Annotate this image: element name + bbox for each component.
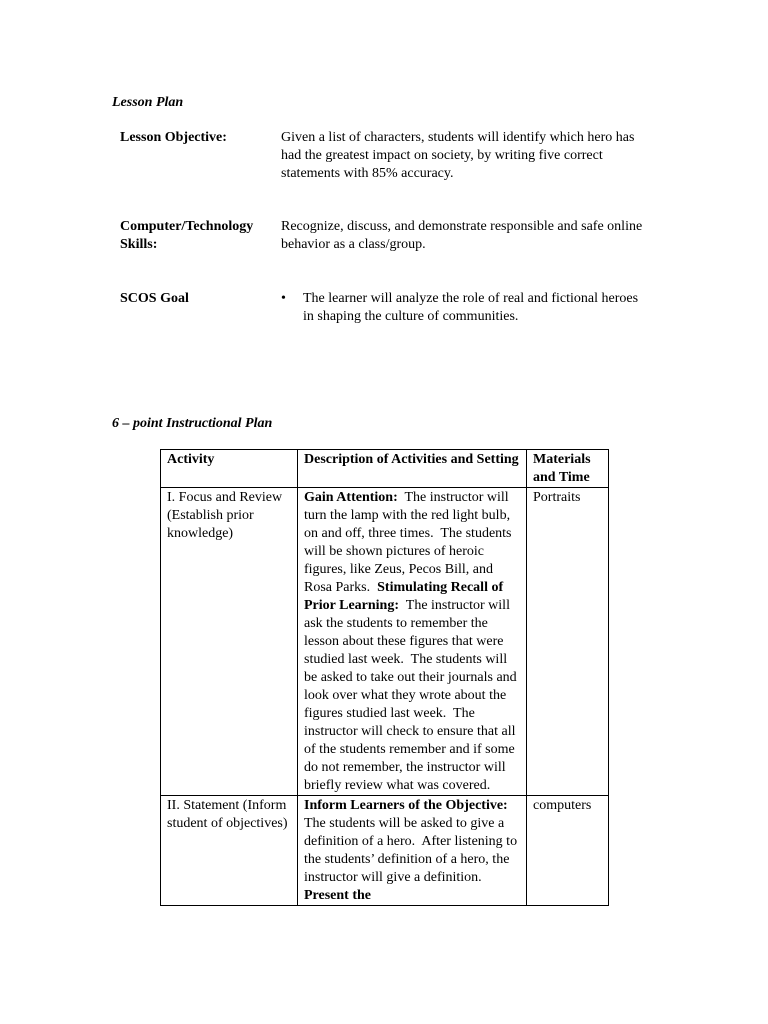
objective-text: Given a list of characters, students will identify which hero has had the greatest impact on society, by writing five correct statements with 85% accuracy. (281, 130, 635, 181)
description-heading: Gain Attention: (304, 490, 398, 505)
header-description: Description of Activities and Setting (298, 450, 527, 488)
activity-cell: I. Focus and Review (Establish prior knowledge) (161, 488, 298, 796)
activity-cell: II. Statement (Inform student of objectives) (161, 796, 298, 906)
skills-text: Recognize, discuss, and demonstrate responsible and safe online behavior as a class/group. (281, 219, 643, 252)
table-row (161, 796, 609, 906)
materials-cell: computers (527, 796, 609, 906)
description-heading: Inform Learners of the Objective: (304, 798, 508, 813)
scos-goal-item: • The learner will analyze the role of real and fictional heroes in shaping the culture of communities. (281, 290, 651, 326)
table-row (161, 488, 609, 796)
description-cell (298, 488, 527, 796)
description-heading: Present the (304, 888, 371, 903)
table-header-row (161, 450, 609, 488)
description-text: The instructor will ask the students to remember the lesson about these figures that were studied last week. The students will be asked to take out their journals and look over what they wrote about the figures studied last week. The instructor will check to ensure that all of the students remember and if some do not remember, the instructor will briefly review what was covered. (304, 598, 521, 793)
instructional-plan-table (160, 449, 609, 906)
header-activity: Activity (161, 450, 298, 488)
skills-label: Computer/Technology Skills: (120, 219, 254, 252)
description-text: The students will be asked to give a definition of a hero. After listening to the students’ definition of a hero, the instructor will give a definition. (304, 798, 521, 885)
lesson-plan-title: Lesson Plan (112, 95, 184, 110)
objective-label: Lesson Objective: (120, 130, 227, 145)
description-heading: Stimulating Recall of Prior Learning: (304, 580, 507, 613)
header-materials: Materials and Time (527, 450, 609, 488)
materials-cell: Portraits (527, 488, 609, 796)
table-body (161, 488, 609, 906)
description-cell (298, 796, 527, 906)
description-text: The instructor will turn the lamp with the red light bulb, on and off, three times. The students will be shown pictures of heroic figures, like Zeus, Pecos Bill, and Rosa Parks. (304, 490, 515, 595)
scos-goal-label: SCOS Goal (120, 291, 189, 306)
scos-goal-list (281, 290, 651, 326)
instructional-plan-title: 6 – point Instructional Plan (112, 416, 273, 431)
